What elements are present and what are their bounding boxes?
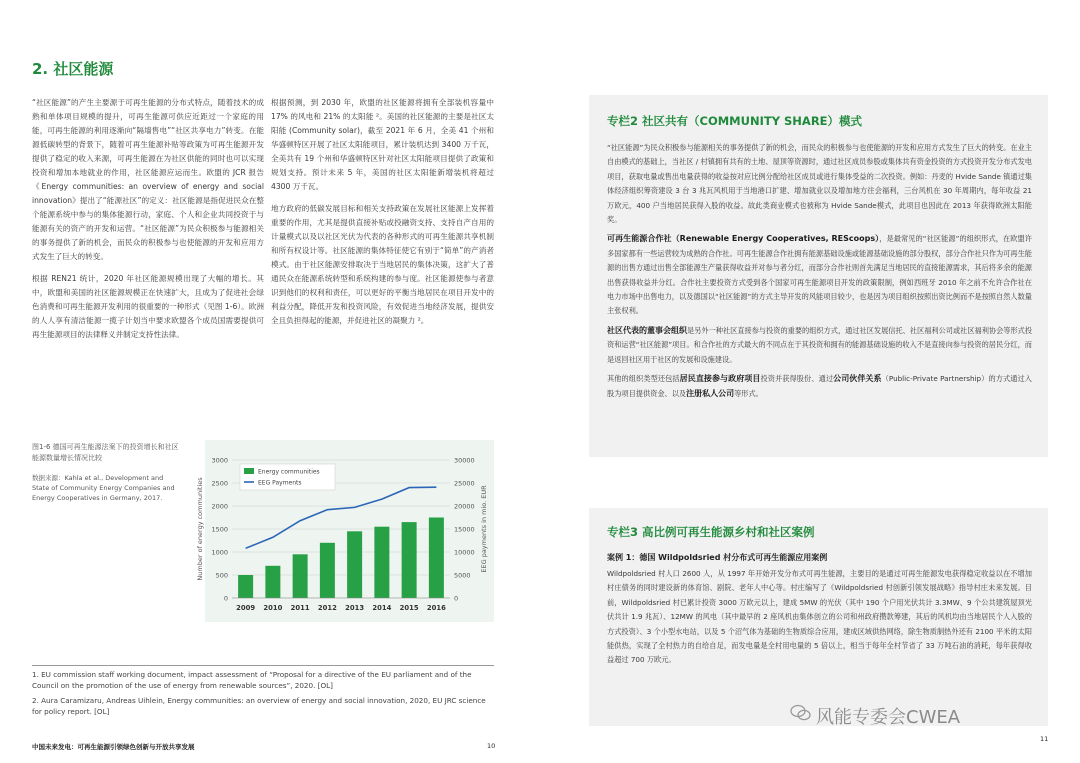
wechat-icon xyxy=(790,704,812,722)
bar xyxy=(320,543,335,598)
footnote-divider xyxy=(32,665,494,666)
figure-source: 数据来源：Kahla et al., Development and State of Community Energy Companies and Energy Cooperatives in Germany, 2017. xyxy=(32,474,175,502)
y-axis-label-left: Number of energy communities xyxy=(196,477,204,581)
bar xyxy=(265,566,280,598)
box-paragraph: 社区代表的董事会组织是另外一种社区直接参与投资的重要的组织方式，通过社区发展信托、社区福利公司或社区福利协会等形式投资和运营“社区能源”项目。和合作社的方式最大的不同点在于其投资和拥有的能源基础设施的收入不是直接向参与投资的居民分红，而是返回社区用于社区的发展和设施建设。 xyxy=(607,325,1033,364)
bold-term: 居民直接参与政府项目 xyxy=(679,374,761,384)
y-tick-right: 15000 xyxy=(454,525,475,534)
paragraph: 根据 REN21 统计，2020 年社区能源规模出现了大幅的增长。其中，欧盟和美国的社区能源规模正在快速扩大，且成为了促进社会绿色消费和可再生能源开发利用的很重要的一种形式（见图 1-6）。欧洲的人人享有清洁能源一揽子计划当中要求欧盟各个成员国需要提供可再生能源项目的法律释义并制定支持性法律。 xyxy=(32,274,264,339)
sidebar-box-community-share xyxy=(589,95,1048,457)
y-tick-left: 1000 xyxy=(211,548,228,557)
legend-label: EEG Payments xyxy=(258,479,302,487)
legend-label: Energy communities xyxy=(258,468,320,476)
bar xyxy=(402,522,417,598)
box-paragraph: 其他的组织类型还包括居民直接参与政府项目投资并获得股份、通过公司伙伴关系（Public-Private Partnership）的方式通过入股为项目提供资金、以及注册私人公司等形式。 xyxy=(607,374,1032,398)
footnotes xyxy=(32,670,494,722)
y-tick-right: 25000 xyxy=(454,479,475,488)
case-title: 案例 1：德国 Wildpoldsried 村分布式可再生能源应用案例 xyxy=(607,553,828,562)
y-tick-left: 2000 xyxy=(211,502,228,511)
footnote: 1. EU commission staff working document, impact assessment of “Proposal for a directive of the EU parliament and of the Council on the promotion of the use of energy from renewable sources”, 2020. [OL] xyxy=(32,670,472,690)
x-tick: 2010 xyxy=(263,604,283,612)
x-tick: 2014 xyxy=(372,604,392,612)
y-tick-right: 0 xyxy=(454,594,459,603)
x-tick: 2016 xyxy=(426,604,446,612)
figure-caption: 图1-6 德国可再生能源法案下的投资增长和社区能源数量增长情况比较 xyxy=(32,443,179,462)
box-title: 专栏2 社区共有（COMMUNITY SHARE）模式 xyxy=(607,114,863,128)
right-column xyxy=(271,96,494,328)
bold-term: 公司伙伴关系 xyxy=(833,374,882,384)
watermark: 风能专委会CWEA xyxy=(816,707,961,728)
chart xyxy=(188,452,494,622)
bar xyxy=(429,518,444,599)
page-number-right: 11 xyxy=(1040,735,1049,743)
bold-term: 社区代表的董事会组织 xyxy=(607,325,687,335)
box-paragraph: 可再生能源合作社（Renewable Energy Cooperatives, REScoops），是最常见的“社区能源”的组织形式，在欧盟许多国家都有一些运营较为成熟的合作社。可再生能源合作社拥有能源基础设施或能源基础设施的部分股权，部分合作社只作为可再生能源的出售方通过出售全部能源生产量获得收益并对参与者分红，而部分合作社则首先满足当地居民的直接能源需求，其后将多余的能源出售获得收益并分红。合作社主要投资方式受到各个国家可再生能源项目开发的政策限制，例如西班牙 2010 年之前不允许合作社在电力市场中出售电力，以及德国以“社区能源”的方式主导开发的风能项目较少，也是因为项目组织按照出资比例而不是按照自然人数量主张权利。 xyxy=(607,234,1032,316)
x-tick: 2009 xyxy=(236,604,256,612)
y-tick-left: 500 xyxy=(215,571,228,580)
y-tick-left: 3000 xyxy=(211,456,228,465)
box-paragraph: Wildpoldsried 村人口 2600 人，从 1997 年开始开发分布式可再生能源，主要目的是通过可再生能源发电获得稳定收益以在不增加村庄债务的同时建设新的体育馆、剧院、老年人中心等。村庄编写了《Wildpoldsried 村创新引领发展战略》指导村庄未来发展。目前，Wildpoldsried 村已累计投资 3000 万欧元以上，建成 5MW 的光伏（其中 190 个户用光伏共计 3.3MW、9 个公共建筑屋顶光伏共计 1.9 兆瓦）、12MW 的风电（其中最早的 2 座风机由集体创立的公司和州政府攒款筹建，其后的风机均由当地居民个人入股的方式投资）、3 个小型水电站，以及 5 个沼气体为基础的生物质综合应用，建成区域供热网络，除生物质制热外还有 2100 平米的太阳能供热，实现了全村热力的自给自足，而发电量是全村用电量的 5 倍以上，相当于每年全村节省了 33 万吨石油的消耗，每年获得收益超过 700 万欧元。 xyxy=(607,569,1032,665)
x-tick: 2013 xyxy=(345,604,365,612)
legend-swatch-bar xyxy=(244,468,254,474)
box-paragraph: “社区能源”为民众积极参与能源相关的事务提供了新的机会，而民众的积极参与也使能源的开发和应用方式发生了巨大的转变。在业主自由模式的基础上，当社区 / 村镇拥有共有的土地、屋顶等资源时，通过社区成员参股或集体共有资金投资的方式投资开发分布式发电项目，获取电量或售出电量获得的收益按对应比例分配给社区成员或进行集体受益的二次投资。例如：丹麦的 Hvide Sande 镇通过集体经济组织筹资建设 3 台 3 兆瓦风机用于当地港口扩建、增加就业以及增加地方往会福利，三台风机在 30 年周期内，每年收益 21 万欧元，400 户当地居民获得入股的收益。故此类商业模式也被称为 Hvide Sande模式，此项目也因此在 2013 年获得欧洲太阳能奖。 xyxy=(607,143,1032,225)
sidebar-box-case-study xyxy=(589,508,1048,726)
bar xyxy=(347,531,362,598)
bold-term: 注册私人公司 xyxy=(686,388,735,398)
paragraph: 地方政府的低碳发展目标和相关支持政策在发展社区能源上发挥着重要的作用，尤其是提供直接补贴或投融资支持、支持自产自用的计量模式以及以社区光伏为代表的各种形式的可再生能源共享机制和所有权设计等。社区能源的集体特征使它有别于“简单”的产消者模式。由于社区能源安排取决于当地居民的集体决策，这扩大了普通民众在能源系统转型和系统构建的参与度。社区能源使参与者意识到他们的权利和责任，可以更好的平衡当地居民在项目开发中的利益分配，降低开发和投资风险，有效促进当地经济发展，提供安全且负担得起的能源，并促进社区的凝聚力 ²。 xyxy=(271,204,494,325)
section-title: 2. 社区能源 xyxy=(32,60,114,78)
bold-term: 可再生能源合作社（Renewable Energy Cooperatives, REScoops） xyxy=(607,234,880,244)
y-axis-label-right: EEG payments in mio. EUR xyxy=(480,485,488,573)
x-tick: 2011 xyxy=(290,604,310,612)
bar xyxy=(374,527,389,598)
y-tick-right: 20000 xyxy=(454,502,475,511)
x-tick: 2012 xyxy=(317,604,337,612)
box-title: 专栏3 高比例可再生能源乡村和社区案例 xyxy=(607,525,815,539)
y-tick-right: 10000 xyxy=(454,548,475,557)
y-tick-left: 0 xyxy=(223,594,228,603)
footnote: 2. Aura Caramizaru, Andreas Uihlein, Energy communities: an overview of energy and social innovation, 2020, EU JRC science for policy report. [OL] xyxy=(32,696,486,716)
paragraph: 根据预测，到 2030 年，欧盟的社区能源将拥有全部装机容量中 17% 的风电和 21% 的太阳能 ²。美国的社区能源的主要是社区太阳能 (Community solar)，截至 2021 年 6 月，全美 41 个州和华盛顿特区开展了社区太阳能项目，累计装机达到 3400 万千瓦，全美共有 19 个州和华盛顿特区针对社区太阳能项目提供了政策和规划支持。预计未来 5 年，美国的社区太阳能新增装机将超过 4300 万千瓦。 xyxy=(271,98,494,191)
bar xyxy=(293,554,308,598)
y-tick-right: 5000 xyxy=(454,571,471,580)
y-tick-left: 1500 xyxy=(211,525,228,534)
bar xyxy=(238,575,253,598)
left-column xyxy=(32,96,264,342)
y-tick-right: 30000 xyxy=(454,456,475,465)
paragraph: “社区能源”的产生主要源于可再生能源的分布式特点，随着技术的成熟和单体项目规模的提升，可再生能源可供应近距过一个家庭的用能，可再生能源的利用逐渐向“隔墙售电”“社区共享电力”转变。在能源低碳转型的背景下，随着可再生能源补贴等政策为可再生能源开发提供了稳定的收入来源，可再生能源在为社区供能的同时也可以实现投资和增加本地就业的作用，社区能源应运而生。欧盟的 JCR 报告《Energy communities: an overview of energy and social innovation》提出了“能源社区”的定义：社区能源是指促进民众在整个能源系统中参与的集体能源行动，家庭、个人和企业共同投资于与能源有关的资产的开发和运营。“社区能源”为民众积极参与能源相关的事务提供了新的机会，而民众的积极参与也使能源的开发和应用方式发生了巨大的转变。 xyxy=(32,98,264,261)
x-tick: 2015 xyxy=(399,604,419,612)
footer-title: 中国未来发电：可再生能源引领绿色创新与开放共享发展 xyxy=(32,743,195,751)
page-number-left: 10 xyxy=(487,742,496,750)
y-tick-left: 2500 xyxy=(211,479,228,488)
